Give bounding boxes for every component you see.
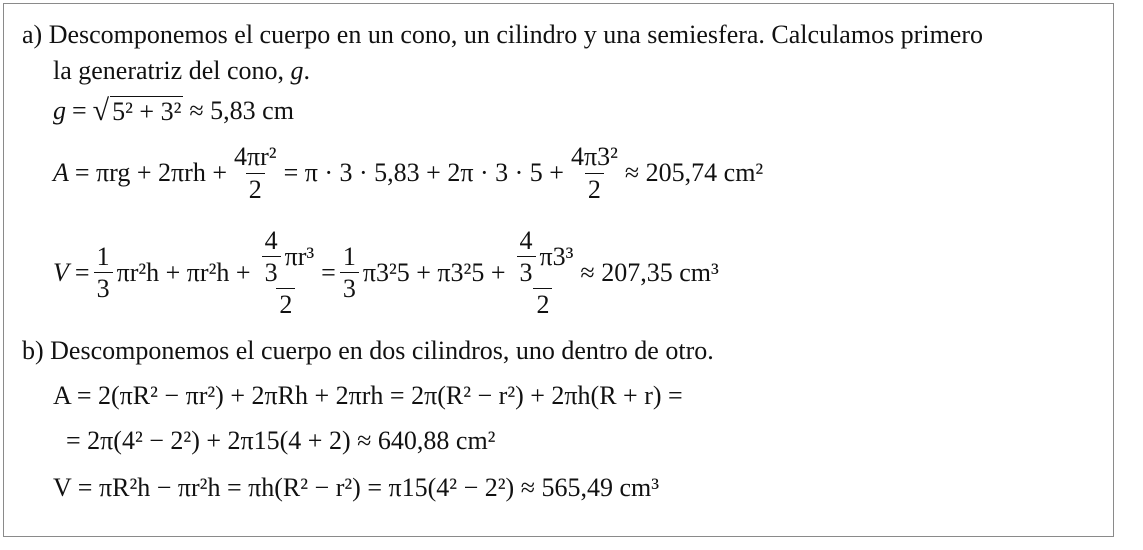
vol-lhs: V — [53, 257, 69, 287]
sqrt-sign: √ — [92, 94, 110, 127]
vol-frac4-inner-den: 3 — [517, 256, 536, 286]
intro-line2-var: g — [290, 56, 304, 85]
vol-frac4 — [510, 227, 577, 319]
area-middle: = π · 3 · 5,83 + 2π · 3 · 5 + — [283, 158, 564, 187]
vol-frac4-den: 2 — [533, 288, 552, 318]
vol-frac3-num: 1 — [342, 241, 356, 271]
volume-formula-a — [53, 225, 719, 320]
area-frac2 — [568, 143, 621, 203]
vol-eq2: = — [321, 257, 336, 287]
part-b-area-line1: A = 2(πR² − πr²) + 2πRh + 2πrh = 2π(R² − r²) + 2πh(R + r) = — [53, 381, 683, 410]
part-b-intro: b) Descomponemos el cuerpo en dos cilindros, uno dentro de otro. — [22, 336, 714, 365]
part-b-volume-line: V = πR²h − πr²h = πh(R² − r²) = π15(4² − 2²) ≈ 565,49 cm³ — [53, 473, 660, 502]
area-formula-a — [53, 142, 763, 204]
vol-frac2-inner — [262, 227, 281, 287]
area-frac2-num: 4π3² — [570, 142, 618, 172]
g-radicand: 5² + 3² — [112, 97, 182, 126]
g-eq: = — [72, 96, 87, 125]
part-b-area-line2: = 2π(4² − 2²) + 2π15(4 + 2) ≈ 640,88 cm² — [66, 426, 496, 455]
vol-term2: π3²5 + π3²5 + — [362, 257, 506, 287]
vol-frac2-inner-den: 3 — [262, 256, 281, 286]
area-result: ≈ 205,74 cm² — [624, 158, 764, 187]
vol-frac3 — [340, 243, 359, 303]
vol-term1: πr²h + πr²h + — [116, 257, 251, 287]
vol-frac2-num — [255, 227, 318, 289]
vol-frac1-num: 1 — [96, 241, 110, 271]
area-terms: = πrg + 2πrh + — [74, 158, 227, 187]
vol-frac1-den: 3 — [94, 272, 113, 302]
vol-frac4-inner-num: 4 — [519, 225, 533, 255]
area-frac1-num: 4πr² — [233, 142, 277, 172]
vol-frac2-num-tail: πr³ — [284, 241, 315, 271]
area-frac1-den: 2 — [246, 173, 265, 203]
part-a-intro-line2 — [53, 58, 310, 84]
g-formula — [53, 96, 294, 126]
sqrt-expression — [93, 96, 184, 126]
area-frac1 — [231, 143, 280, 203]
area-lhs: A — [53, 158, 69, 187]
vol-frac4-num-tail: π3³ — [539, 241, 574, 271]
vol-frac1 — [94, 243, 113, 303]
vol-frac3-den: 3 — [340, 272, 359, 302]
vol-result: ≈ 207,35 cm³ — [580, 257, 719, 287]
vol-frac2 — [255, 227, 318, 319]
part-a-intro-line1: a) Descomponemos el cuerpo en un cono, un cilindro y una semiesfera. Calculamos primero — [22, 20, 983, 49]
g-lhs: g — [53, 96, 66, 125]
vol-frac2-inner-num: 4 — [264, 225, 278, 255]
vol-frac4-inner — [517, 227, 536, 287]
area-frac2-den: 2 — [585, 173, 604, 203]
vol-frac4-num — [510, 227, 577, 289]
vol-eq: = — [74, 257, 90, 287]
intro-line2-suffix: . — [303, 56, 310, 85]
vol-frac2-den: 2 — [276, 288, 295, 318]
g-result: ≈ 5,83 cm — [189, 96, 294, 125]
intro-line2-prefix: la generatriz del cono, — [53, 56, 284, 85]
